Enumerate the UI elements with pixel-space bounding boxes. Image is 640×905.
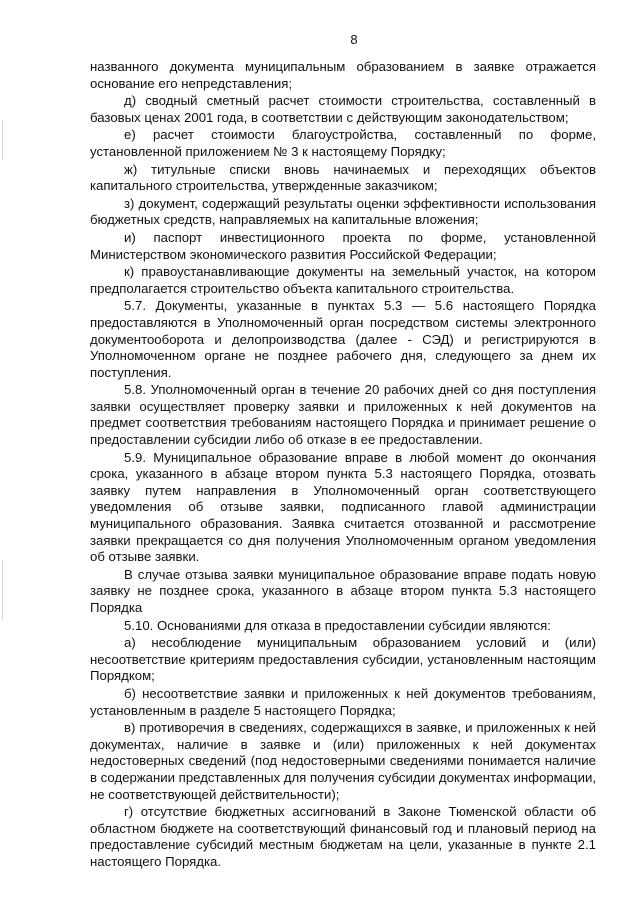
page-number: 8 (350, 32, 358, 47)
refusal-item-a: а) несоблюдение муниципальным образованием условий и (или) несоответствие критериям предоставления субсидии, установленным настоящим Порядком; (90, 635, 596, 684)
clause-5-9: 5.9. Муниципальное образование вправе в любой момент до окончания срока, указанного в абзаце втором пункта 5.3 настоящего Порядка, отозвать заявку путем направления в Уполномоченный орган соответствующего уведомления об отзыве заявки, подписанного главой администрации муниципального образования. Заявка считается отозванной и рассмотрение заявки прекращается со дня получения Уполномоченным органом уведомления об отзыве заявки. (90, 449, 596, 565)
clause-5-8: 5.8. Уполномоченный орган в течение 20 рабочих дней со дня поступления заявки осуществляет проверку заявки и приложенных к ней документов на предмет соответствия требованиям настоящего Порядка и принимает решение о предоставлении субсидии либо об отказе в ее предоставлении. (90, 382, 596, 448)
clause-5-10: 5.10. Основаниями для отказа в предоставлении субсидии являются: (124, 617, 551, 633)
paragraph-continuation: названного документа муниципальным образованием в заявке отражается основание его непредставления; (90, 59, 596, 91)
refusal-item-v: в) противоречия в сведениях, содержащихся в заявке, и приложенных к ней документах, наличие в заявке и (или) приложенных к ней документах недостоверных сведений (под недостоверными сведениями понимается наличие в содержании представленных для получения субсидии документах информации, не соответствующей действительности); (90, 720, 596, 802)
clause-5-7: 5.7. Документы, указанные в пунктах 5.3 — 5.6 настоящего Порядка предоставляются в Уполномоченный орган посредством системы электронного документооборота и делопроизводства (далее - СЭД) и регистрируются в Уполномоченном органе не позднее рабочего дня, следующего за днем их поступления. (90, 298, 596, 380)
list-item-k: к) правоустанавливающие документы на земельный участок, на котором предполагается строительство объекта капитального строительства. (90, 264, 596, 296)
list-item-zh: ж) титульные списки вновь начинаемых и переходящих объектов капитального строительства, утвержденные заказчиком; (90, 161, 596, 194)
clause-5-9-withdrawal: В случае отзыва заявки муниципальное образование вправе подать новую заявку не позднее срока, указанного в абзаце втором пункта 5.3 настоящего Порядка (90, 566, 596, 615)
refusal-item-g: г) отсутствие бюджетных ассигнований в Законе Тюменской области об областном бюджете на соответствующий финансовый год и плановый период на предоставление субсидий местным бюджетам на цели, указанные в пункте 2.1 настоящего Порядка. (90, 804, 596, 869)
list-item-z: з) документ, содержащий результаты оценки эффективности использования бюджетных средств, направляемых на капитальные вложения; (90, 195, 596, 228)
refusal-item-b: б) несоответствие заявки и приложенных к ней документов требованиям, установленным в разделе 5 настоящего Порядка; (90, 685, 596, 718)
scan-edge-mark (2, 120, 3, 160)
list-item-d: д) сводный сметный расчет стоимости строительства, составленный в базовых ценах 2001 года, в соответствии с действующим законодательством; (90, 93, 596, 125)
scan-edge-mark (2, 560, 3, 620)
list-item-i: и) паспорт инвестиционного проекта по форме, установленной Министерством экономического развития Российской Федерации; (90, 229, 596, 262)
list-item-e: е) расчет стоимости благоустройства, составленный по форме, установленной приложением № 3 к настоящему Порядку; (90, 127, 596, 159)
